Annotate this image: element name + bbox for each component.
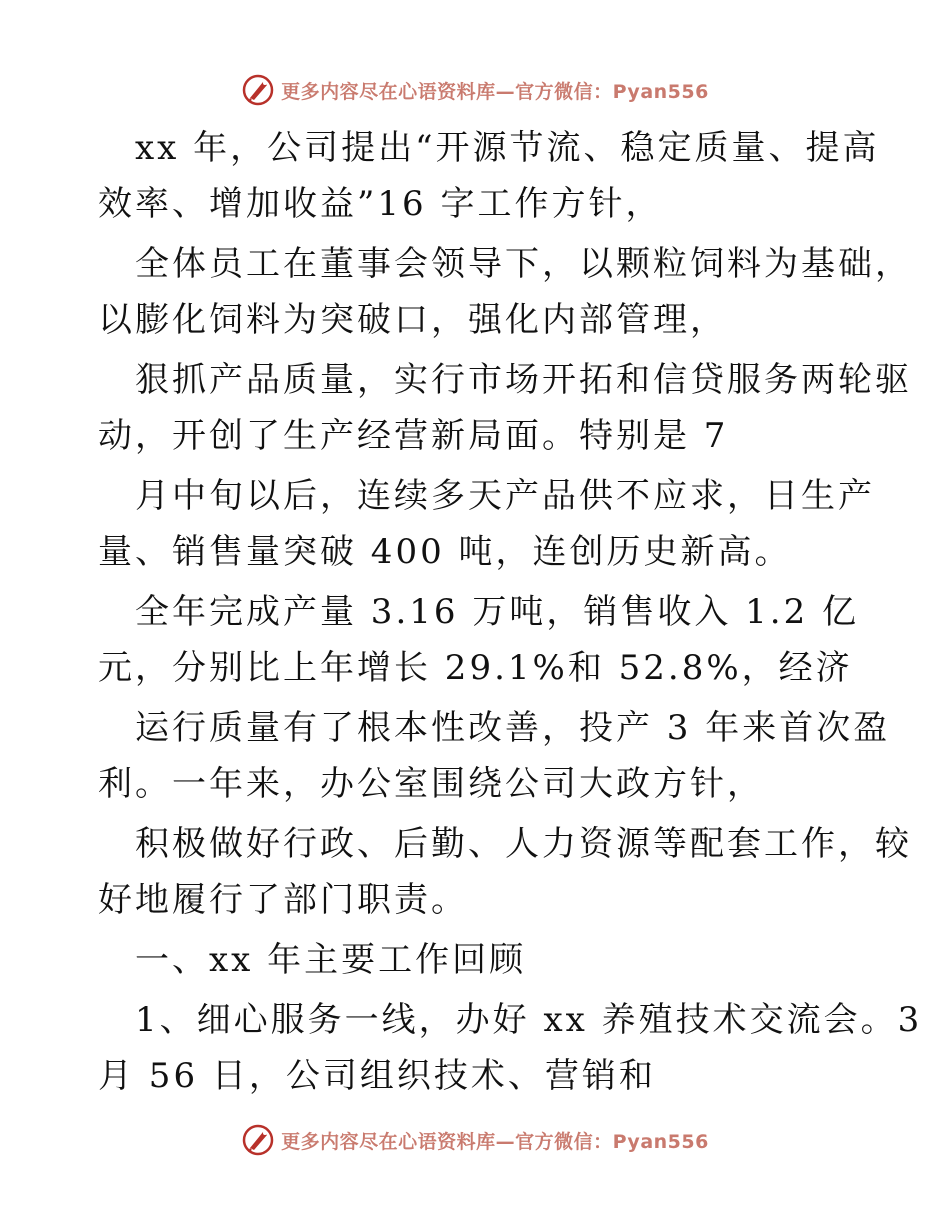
red-quill-pen-logo-icon [241, 73, 275, 107]
body-line-2: 效率、增加收益”16 字工作方针， [98, 184, 663, 224]
body-line-9: 全年完成产量 3.16 万吨，销售收入 1.2 亿 [135, 592, 860, 632]
body-line-1: xx 年，公司提出“开源节流、稳定质量、提高 [135, 128, 880, 168]
body-line-11: 运行质量有了根本性改善，投产 3 年来首次盈 [135, 708, 891, 748]
body-line-6: 动，开创了生产经营新局面。特别是 7 [98, 416, 729, 456]
body-line-14: 好地履行了部门职责。 [98, 880, 468, 920]
header-banner [0, 70, 950, 110]
body-line-8: 量、销售量突破 400 吨，连创历史新高。 [98, 532, 792, 572]
body-line-10: 元，分别比上年增长 29.1%和 52.8%，经济 [98, 648, 853, 688]
red-quill-pen-logo-icon [241, 1123, 275, 1157]
body-line-5: 狠抓产品质量，实行市场开拓和信贷服务两轮驱 [135, 360, 912, 400]
body-line-4: 以膨化饲料为突破口，强化内部管理， [98, 300, 727, 340]
body-line-17: 月 56 日，公司组织技术、营销和 [98, 1056, 656, 1096]
body-line-3: 全体员工在董事会领导下，以颗粒饲料为基础， [135, 244, 912, 284]
section-heading: 一、xx 年主要工作回顾 [135, 940, 527, 980]
footer-banner [0, 1120, 950, 1160]
body-line-16: 1、细心服务一线，办好 xx 养殖技术交流会。3 [135, 1000, 923, 1040]
body-line-12: 利。一年来，办公室围绕公司大政方针， [98, 764, 764, 804]
header-banner-text: 更多内容尽在心语资料库—官方微信：Pyan556 [281, 80, 709, 103]
body-line-13: 积极做好行政、后勤、人力资源等配套工作，较 [135, 824, 912, 864]
footer-banner-text: 更多内容尽在心语资料库—官方微信：Pyan556 [281, 1130, 709, 1153]
body-line-7: 月中旬以后，连续多天产品供不应求，日生产 [135, 476, 875, 516]
